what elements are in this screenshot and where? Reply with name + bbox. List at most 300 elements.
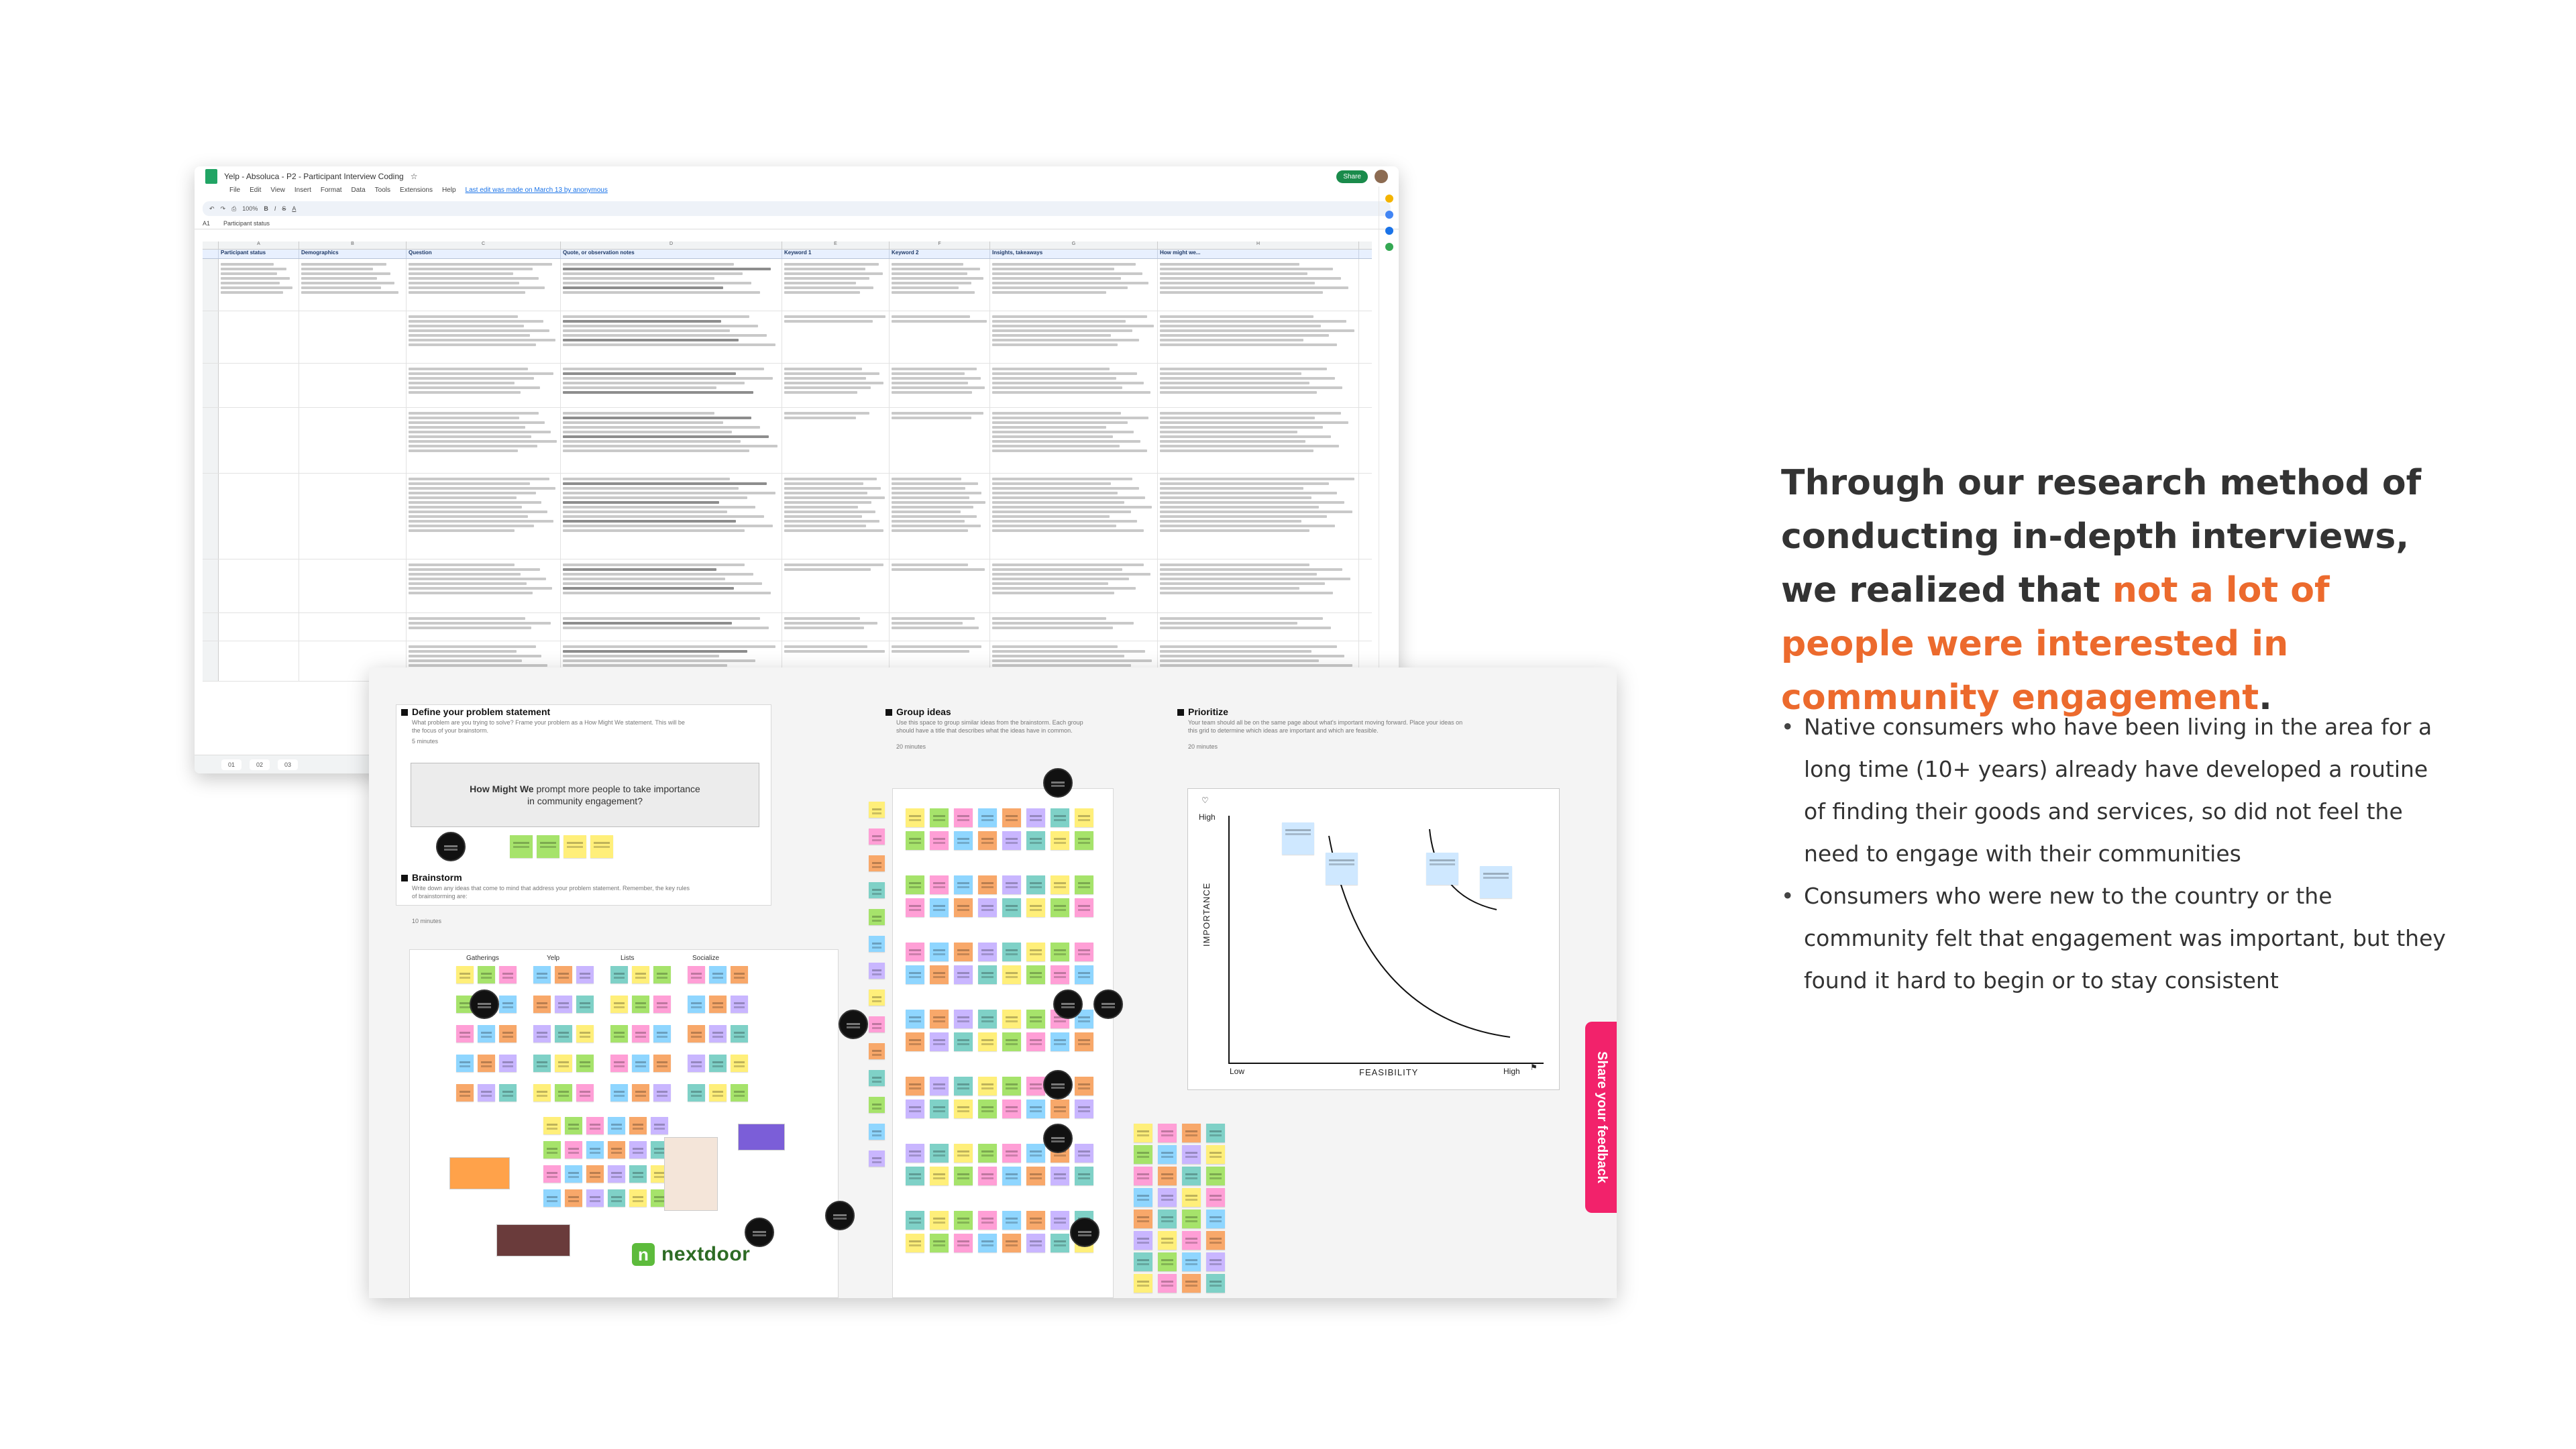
sticky-note[interactable] [456,1084,474,1102]
table-cell[interactable] [561,474,782,559]
sticky-note[interactable] [1134,1188,1152,1207]
sticky-note[interactable] [499,1025,517,1042]
sticky-note[interactable] [651,1117,668,1134]
sticky-note[interactable] [564,835,586,858]
sticky-note[interactable] [1075,1032,1093,1051]
sticky-note[interactable] [1026,1032,1045,1051]
table-cell[interactable] [219,641,299,681]
sticky-note[interactable] [1134,1274,1152,1293]
sticky-note[interactable] [456,966,474,983]
sticky-note[interactable] [478,1055,495,1072]
sticky-note[interactable] [906,965,924,984]
row-number[interactable] [203,408,219,473]
sticky-note[interactable] [869,855,885,871]
sticky-note[interactable] [1026,831,1045,850]
participant-avatar[interactable] [1043,768,1073,798]
sticky-note[interactable] [610,966,628,983]
table-cell[interactable] [219,259,299,311]
table-row[interactable] [203,408,1372,474]
sticky-note[interactable] [1182,1274,1201,1293]
sticky-note[interactable] [1182,1231,1201,1250]
table-cell[interactable] [990,311,1158,363]
sticky-note[interactable] [1134,1124,1152,1142]
sticky-note[interactable] [869,1070,885,1086]
sticky-note[interactable] [1075,1099,1093,1118]
table-cell[interactable] [1158,311,1359,363]
sticky-note[interactable] [906,808,924,827]
star-icon[interactable]: ☆ [410,172,418,181]
sticky-note[interactable] [576,1084,594,1102]
sticky-note[interactable] [954,1167,973,1185]
redo-icon[interactable]: ↷ [220,205,226,212]
sticky-note[interactable] [576,996,594,1013]
sticky-note[interactable] [906,1167,924,1185]
sticky-note[interactable] [1002,1167,1021,1185]
sticky-note[interactable] [906,1099,924,1118]
sticky-note[interactable] [586,1117,604,1134]
table-cell[interactable] [1158,559,1359,612]
sticky-note[interactable] [906,1234,924,1252]
sticky-note[interactable] [978,1010,997,1028]
sticky-note[interactable] [930,1099,949,1118]
sticky-note[interactable] [869,1043,885,1059]
sticky-note[interactable] [978,808,997,827]
header-keyword-1[interactable]: Keyword 1 [782,250,890,258]
table-cell[interactable] [782,613,890,641]
keep-icon[interactable] [1385,195,1393,203]
table-cell[interactable] [782,259,890,311]
sticky-note[interactable] [1158,1210,1177,1228]
sheet-title[interactable]: Yelp - Absoluca - P2 - Participant Interview Coding [224,172,404,181]
tasks-icon[interactable] [1385,211,1393,219]
header-keyword-2[interactable]: Keyword 2 [890,250,990,258]
sticky-note[interactable] [1075,1077,1093,1095]
table-cell[interactable] [407,364,561,407]
sticky-note[interactable] [543,1141,561,1159]
sticky-note[interactable] [499,1084,517,1102]
sticky-note[interactable] [576,1055,594,1072]
sticky-note[interactable] [533,996,551,1013]
table-cell[interactable] [890,259,990,311]
sticky-note[interactable] [688,996,705,1013]
sticky-note[interactable] [954,1032,973,1051]
sticky-note[interactable] [608,1165,625,1183]
matrix-sticky[interactable] [1326,853,1358,885]
sticky-note[interactable] [1002,875,1021,894]
table-cell[interactable] [782,311,890,363]
sticky-note[interactable] [1134,1252,1152,1271]
sticky-note[interactable] [586,1141,604,1159]
undo-icon[interactable]: ↶ [209,205,215,212]
table-cell[interactable] [561,364,782,407]
strikethrough-icon[interactable]: S [282,205,286,212]
sticky-note[interactable] [555,1025,572,1042]
sticky-note[interactable] [1026,808,1045,827]
menu-tools[interactable]: Tools [374,186,391,194]
row-number[interactable] [203,613,219,641]
sticky-note[interactable] [510,835,533,858]
sticky-note[interactable] [478,966,495,983]
sticky-note[interactable] [1026,1167,1045,1185]
sticky-note[interactable] [1182,1188,1201,1207]
sticky-note[interactable] [709,1025,727,1042]
sticky-note[interactable] [906,1144,924,1163]
table-cell[interactable] [299,364,407,407]
table-cell[interactable] [990,259,1158,311]
menu-insert[interactable]: Insert [294,186,311,194]
sticky-note[interactable] [709,1055,727,1072]
sticky-note[interactable] [1002,1211,1021,1230]
sticky-note[interactable] [1051,875,1069,894]
sticky-note[interactable] [869,1016,885,1032]
sticky-note[interactable] [1206,1252,1225,1271]
sticky-note[interactable] [954,1234,973,1252]
menu-file[interactable]: File [229,186,241,194]
table-cell[interactable] [890,559,990,612]
sticky-note[interactable] [978,1234,997,1252]
sticky-note[interactable] [906,943,924,961]
sticky-note[interactable] [1026,1144,1045,1163]
table-cell[interactable] [782,364,890,407]
italic-icon[interactable]: I [274,205,276,212]
sticky-note[interactable] [543,1165,561,1183]
table-row[interactable] [203,259,1372,311]
table-cell[interactable] [782,559,890,612]
maps-icon[interactable] [1385,243,1393,251]
participant-avatar[interactable] [1093,989,1123,1019]
sticky-note[interactable] [688,966,705,983]
table-cell[interactable] [299,259,407,311]
sticky-note[interactable] [1206,1124,1225,1142]
participant-avatar[interactable] [1043,1070,1073,1099]
sticky-note[interactable] [1002,898,1021,917]
sticky-note[interactable] [1206,1210,1225,1228]
table-row[interactable] [203,613,1372,641]
sticky-note[interactable] [930,943,949,961]
table-cell[interactable] [219,613,299,641]
sticky-note[interactable] [1158,1252,1177,1271]
sticky-note[interactable] [478,1025,495,1042]
sticky-note[interactable] [930,808,949,827]
menu-extensions[interactable]: Extensions [400,186,433,194]
sticky-note[interactable] [1002,1010,1021,1028]
table-cell[interactable] [990,408,1158,473]
sticky-note[interactable] [954,831,973,850]
sticky-note[interactable] [978,1032,997,1051]
sticky-note[interactable] [1075,831,1093,850]
sticky-note[interactable] [1158,1167,1177,1185]
sticky-note[interactable] [565,1141,582,1159]
sticky-note[interactable] [565,1117,582,1134]
screenshot-thumbnail[interactable] [738,1124,785,1150]
table-cell[interactable] [299,408,407,473]
contacts-icon[interactable] [1385,227,1393,235]
table-cell[interactable] [990,364,1158,407]
sticky-note[interactable] [930,1032,949,1051]
sticky-note[interactable] [537,835,559,858]
sticky-note[interactable] [954,808,973,827]
sticky-note[interactable] [1134,1167,1152,1185]
sticky-note[interactable] [1051,831,1069,850]
table-cell[interactable] [407,559,561,612]
sticky-note[interactable] [1051,1099,1069,1118]
header-insights[interactable]: Insights, takeaways [990,250,1158,258]
sheet-tab-02[interactable]: 02 [250,759,270,770]
table-row[interactable] [203,474,1372,559]
sticky-note[interactable] [1075,808,1093,827]
sticky-note[interactable] [555,966,572,983]
sticky-note[interactable] [1182,1167,1201,1185]
header-how-might-we[interactable]: How might we... [1158,250,1359,258]
row-number[interactable] [203,474,219,559]
sticky-note[interactable] [1002,1032,1021,1051]
sheet-tab-03[interactable]: 03 [278,759,298,770]
sticky-note[interactable] [869,963,885,979]
sticky-note[interactable] [1182,1124,1201,1142]
sticky-note[interactable] [954,1010,973,1028]
sticky-note[interactable] [608,1117,625,1134]
sticky-note[interactable] [610,996,628,1013]
sticky-note[interactable] [632,996,649,1013]
sticky-note[interactable] [1026,965,1045,984]
sticky-note[interactable] [1026,1211,1045,1230]
sticky-note[interactable] [1075,875,1093,894]
sticky-note[interactable] [629,1165,647,1183]
sticky-note[interactable] [456,1055,474,1072]
table-cell[interactable] [782,474,890,559]
sticky-note[interactable] [930,1144,949,1163]
sticky-note[interactable] [533,1025,551,1042]
sticky-note[interactable] [1158,1231,1177,1250]
sticky-note[interactable] [954,1077,973,1095]
sticky-note[interactable] [930,1077,949,1095]
matrix-sticky[interactable] [1282,822,1314,855]
table-cell[interactable] [219,474,299,559]
sticky-note[interactable] [533,966,551,983]
table-cell[interactable] [1158,259,1359,311]
sticky-note[interactable] [930,1234,949,1252]
sticky-note[interactable] [954,898,973,917]
sticky-note[interactable] [978,965,997,984]
sticky-note[interactable] [978,831,997,850]
text-color-icon[interactable]: A [292,205,297,212]
sticky-note[interactable] [1075,898,1093,917]
sticky-note[interactable] [1002,1234,1021,1252]
sticky-note[interactable] [688,1084,705,1102]
sticky-note[interactable] [499,996,517,1013]
menu-help[interactable]: Help [441,186,456,194]
sticky-note[interactable] [869,802,885,818]
table-cell[interactable] [299,474,407,559]
sticky-note[interactable] [533,1055,551,1072]
sticky-note[interactable] [1158,1274,1177,1293]
sticky-note[interactable] [533,1084,551,1102]
sticky-note[interactable] [1026,875,1045,894]
table-cell[interactable] [782,408,890,473]
sticky-note[interactable] [1206,1231,1225,1250]
sticky-note[interactable] [906,831,924,850]
sticky-note[interactable] [930,1211,949,1230]
sticky-note[interactable] [653,1025,671,1042]
bold-icon[interactable]: B [264,205,268,212]
sticky-note[interactable] [906,1010,924,1028]
sticky-note[interactable] [565,1165,582,1183]
sticky-note[interactable] [1134,1145,1152,1164]
participant-avatar[interactable] [436,832,466,861]
sticky-note[interactable] [543,1117,561,1134]
sticky-note[interactable] [555,1084,572,1102]
table-cell[interactable] [219,364,299,407]
sticky-note[interactable] [1026,898,1045,917]
sticky-note[interactable] [653,966,671,983]
sticky-note[interactable] [930,965,949,984]
sticky-note[interactable] [869,1097,885,1113]
table-cell[interactable] [890,364,990,407]
sticky-note[interactable] [906,1077,924,1095]
table-row[interactable] [203,311,1372,364]
sticky-note[interactable] [709,996,727,1013]
screenshot-thumbnail[interactable] [449,1157,510,1189]
sticky-note[interactable] [1206,1274,1225,1293]
table-cell[interactable] [561,559,782,612]
screenshot-thumbnail[interactable] [664,1137,718,1211]
sticky-note[interactable] [1075,943,1093,961]
table-cell[interactable] [990,613,1158,641]
sticky-note[interactable] [1051,1032,1069,1051]
header-participant-status[interactable]: Participant status [219,250,299,258]
sticky-note[interactable] [954,1099,973,1118]
sticky-note[interactable] [1206,1145,1225,1164]
sticky-note[interactable] [1075,1167,1093,1185]
sticky-note[interactable] [978,1099,997,1118]
table-cell[interactable] [561,311,782,363]
table-cell[interactable] [299,613,407,641]
zoom-select[interactable]: 100% [242,205,258,212]
sticky-note[interactable] [653,1084,671,1102]
sticky-note[interactable] [499,966,517,983]
menu-edit[interactable]: Edit [250,186,262,194]
sticky-note[interactable] [709,966,727,983]
sticky-note[interactable] [978,898,997,917]
row-number[interactable] [203,311,219,363]
sticky-note[interactable] [954,1211,973,1230]
screenshot-thumbnail[interactable] [496,1224,570,1256]
row-number[interactable] [203,364,219,407]
sticky-note[interactable] [1134,1210,1152,1228]
sticky-note[interactable] [906,1211,924,1230]
sticky-note[interactable] [653,996,671,1013]
sticky-note[interactable] [709,1084,727,1102]
sticky-note[interactable] [906,898,924,917]
sticky-note[interactable] [1002,831,1021,850]
table-cell[interactable] [561,613,782,641]
sticky-note[interactable] [1206,1167,1225,1185]
menu-view[interactable]: View [270,186,285,194]
table-cell[interactable] [299,311,407,363]
sticky-note[interactable] [610,1025,628,1042]
sticky-note[interactable] [978,1077,997,1095]
sticky-note[interactable] [1002,965,1021,984]
print-icon[interactable]: ⎙ [231,205,237,212]
sticky-note[interactable] [954,943,973,961]
header-quote[interactable]: Quote, or observation notes [561,250,782,258]
sticky-note[interactable] [608,1189,625,1207]
sticky-note[interactable] [1075,1144,1093,1163]
sticky-note[interactable] [1182,1210,1201,1228]
sticky-note[interactable] [978,1167,997,1185]
sticky-note[interactable] [586,1189,604,1207]
feedback-tab[interactable] [1585,1022,1617,1213]
sticky-note[interactable] [576,1025,594,1042]
sticky-note[interactable] [869,1150,885,1167]
sticky-note[interactable] [906,875,924,894]
table-cell[interactable] [407,613,561,641]
row-number[interactable] [203,641,219,681]
sticky-note[interactable] [869,828,885,845]
avatar[interactable] [1375,170,1388,183]
participant-avatar[interactable] [1053,989,1083,1019]
sticky-note[interactable] [978,1144,997,1163]
sticky-note[interactable] [1158,1124,1177,1142]
sticky-note[interactable] [555,1055,572,1072]
sticky-note[interactable] [1051,1234,1069,1252]
sticky-note[interactable] [1051,943,1069,961]
sticky-note[interactable] [499,1055,517,1072]
sticky-note[interactable] [1182,1252,1201,1271]
sticky-note[interactable] [1002,1144,1021,1163]
table-cell[interactable] [890,311,990,363]
sticky-note[interactable] [1182,1145,1201,1164]
table-row[interactable] [203,364,1372,408]
header-demographics[interactable]: Demographics [299,250,407,258]
sticky-note[interactable] [1075,965,1093,984]
sticky-note[interactable] [608,1141,625,1159]
sticky-note[interactable] [555,996,572,1013]
sticky-note[interactable] [543,1189,561,1207]
table-cell[interactable] [1158,474,1359,559]
sticky-note[interactable] [1134,1231,1152,1250]
table-cell[interactable] [299,559,407,612]
header-question[interactable]: Question [407,250,561,258]
table-cell[interactable] [990,474,1158,559]
sticky-note[interactable] [869,909,885,925]
sticky-note[interactable] [478,1084,495,1102]
sticky-note[interactable] [954,965,973,984]
table-row[interactable] [203,559,1372,613]
sticky-note[interactable] [610,1055,628,1072]
sticky-note[interactable] [632,1084,649,1102]
sticky-note[interactable] [731,1084,748,1102]
participant-avatar[interactable] [839,1010,868,1039]
matrix-sticky[interactable] [1426,853,1458,885]
sticky-note[interactable] [629,1117,647,1134]
sticky-note[interactable] [906,1032,924,1051]
sticky-note[interactable] [576,966,594,983]
menu-format[interactable]: Format [320,186,342,194]
table-cell[interactable] [407,259,561,311]
sticky-note[interactable] [629,1141,647,1159]
matrix-sticky[interactable] [1480,866,1512,898]
share-button[interactable]: Share [1336,170,1368,183]
sticky-note[interactable] [1051,965,1069,984]
sticky-note[interactable] [1002,1077,1021,1095]
table-cell[interactable] [890,474,990,559]
table-cell[interactable] [561,408,782,473]
sticky-note[interactable] [632,966,649,983]
sticky-note[interactable] [930,875,949,894]
sticky-note[interactable] [1158,1188,1177,1207]
sticky-note[interactable] [688,1055,705,1072]
